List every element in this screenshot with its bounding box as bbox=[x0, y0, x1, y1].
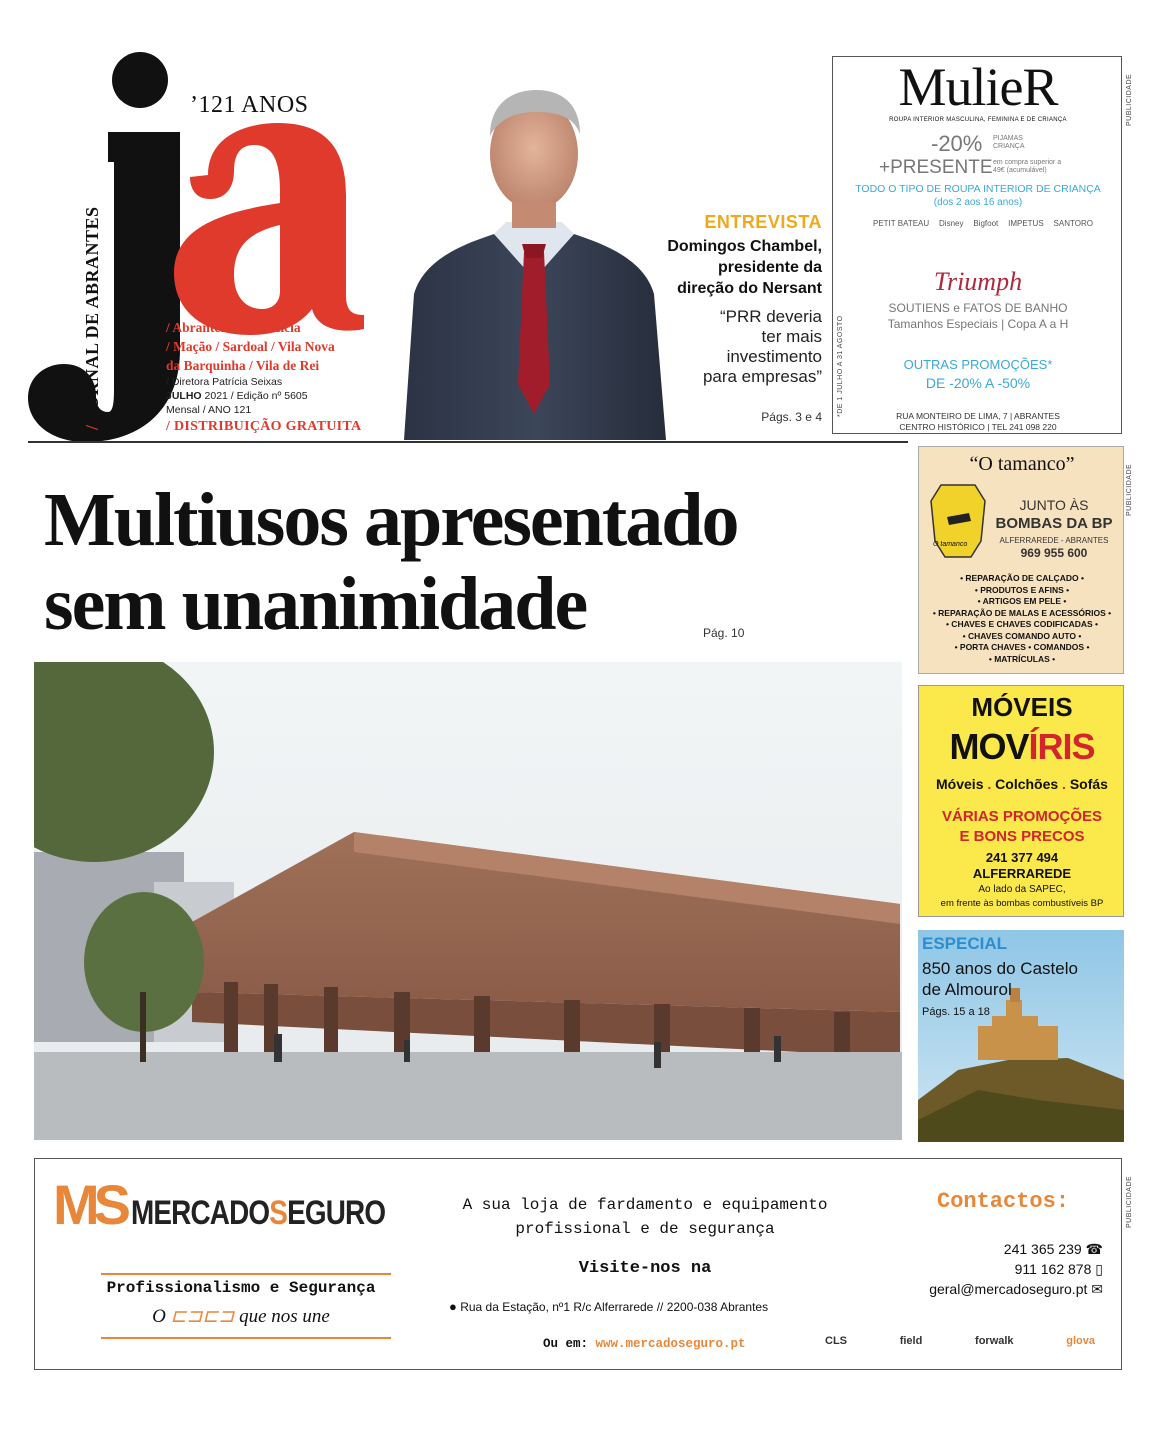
tamanco-logo-icon bbox=[927, 481, 989, 561]
ms-online[interactable]: Ou em: www.mercadoseguro.pt bbox=[543, 1337, 746, 1351]
ms-description: A sua loja de fardamento e equipamento profissional e de segurança bbox=[462, 1196, 828, 1238]
ms-phone2[interactable]: 911 162 878 ▯ bbox=[1014, 1261, 1103, 1277]
mulier-tagline: ROUPA INTERIOR MASCULINA, FEMININA E DE CRIANÇA bbox=[889, 117, 1067, 123]
special-title: 850 anos do Castelo de Almourol bbox=[922, 959, 1078, 999]
interview-quote: “PRR deveria ter mais investimento para empresas” bbox=[702, 307, 822, 386]
moviris-near1: Ao lado da SAPEC, bbox=[978, 884, 1066, 895]
town-line: da Barquinha / Vila de Rei bbox=[166, 358, 320, 373]
distribution-note: / DISTRIBUIÇÃO GRATUITA bbox=[166, 419, 362, 434]
mulier-brand: MulieR bbox=[898, 57, 1058, 117]
special-pages: Págs. 15 a 18 bbox=[922, 1006, 990, 1018]
interview-name[interactable]: Domingos Chambel, presidente da direção do Nersant bbox=[667, 238, 822, 297]
tamanco-phone: 969 955 600 bbox=[1020, 546, 1088, 560]
multiusos-render-image[interactable] bbox=[34, 662, 902, 1140]
ms-contacts bbox=[895, 1239, 1103, 1299]
ms-logo-name: MERCADOSEGURO bbox=[131, 1194, 386, 1232]
special-feature[interactable] bbox=[918, 930, 1124, 1142]
ms-visit: Visite-nos na bbox=[578, 1259, 712, 1278]
moviris-place: ALFERRAREDE bbox=[972, 866, 1072, 881]
mulier-promo-title: OUTRAS PROMOÇÕES* bbox=[903, 357, 1053, 372]
triumph-line1: SOUTIENS e FATOS DE BANHO bbox=[888, 301, 1068, 315]
tamanco-logo-text: O tamanco bbox=[933, 541, 968, 548]
ms-email[interactable]: geral@mercadoseguro.pt ✉ bbox=[929, 1281, 1103, 1297]
ms-rule bbox=[101, 1273, 391, 1275]
tamanco-bombas: BOMBAS DA BP bbox=[995, 515, 1113, 532]
publicidade-label: PUBLICIDADE bbox=[1126, 73, 1133, 126]
tamanco-ad[interactable] bbox=[918, 446, 1124, 674]
mulier-kids-age: (dos 2 aos 16 anos) bbox=[933, 197, 1023, 208]
ms-logo-mark: MS bbox=[53, 1173, 125, 1236]
towns-list bbox=[166, 318, 376, 375]
mulier-gift-note: em compra superior a 49€ (acumulável) bbox=[993, 159, 1062, 174]
ms-rule bbox=[101, 1337, 391, 1339]
moviris-promo1: VÁRIAS PROMOÇÕES bbox=[941, 808, 1103, 825]
mercadoseguro-ad[interactable] bbox=[34, 1158, 1122, 1370]
moviris-title: MÓVEIS bbox=[971, 692, 1073, 722]
tamanco-services: • REPARAÇÃO DE CALÇADO • • PRODUTOS E AFINS • • ARTIGOS EM PELE • • REPARAÇÃO DE MALAS E ACESSÓRIOS • • CHAVES E CHAVES CODIFICADAS • • CHAVES COMANDO AUTO • • PORTA CHAVES • COMANDOS • • MATRÍCULAS • bbox=[932, 573, 1112, 664]
moviris-phone: 241 377 494 bbox=[985, 850, 1059, 865]
ms-slogan2: O ⊏⊐⊏⊐ que nos une bbox=[152, 1306, 330, 1327]
frequency: Mensal / ANO 121 bbox=[166, 404, 252, 416]
logo-a bbox=[168, 115, 368, 335]
mulier-address: RUA MONTEIRO DE LIMA, 7 | ABRANTES bbox=[896, 411, 1060, 421]
mulier-discount: -20% bbox=[931, 131, 983, 156]
mulier-side-note: *DE 1 JULHO A 31 AGOSTO bbox=[837, 315, 844, 417]
moviris-products: Móveis . Colchões . Sofás bbox=[936, 776, 1108, 792]
tamanco-location: ALFERRAREDE - ABRANTES bbox=[999, 536, 1109, 545]
ms-slogan1: Profissionalismo e Segurança bbox=[106, 1279, 376, 1297]
special-kicker: ESPECIAL bbox=[922, 934, 1008, 953]
edition: JULHO 2021 / Edição nº 5605 bbox=[166, 390, 308, 402]
years-badge: ’121 ANOS bbox=[190, 92, 309, 118]
ms-phone1[interactable]: 241 365 239 ☎ bbox=[1003, 1241, 1103, 1257]
mulier-brands: PETIT BATEAU Disney Bigfoot IMPETUS SANTORO bbox=[873, 219, 1093, 228]
moviris-near2: em frente às bombas combustíveis BP bbox=[940, 898, 1104, 909]
email-icon: ✉ bbox=[1091, 1281, 1103, 1297]
vertical-title: / JORNAL DE ABRANTES bbox=[82, 206, 102, 430]
mulier-discount-note: PIJAMAS CRIANÇA bbox=[993, 135, 1025, 150]
mulier-address2: CENTRO HISTÓRICO | TEL 241 098 220 bbox=[899, 422, 1057, 432]
moviris-ad[interactable] bbox=[918, 685, 1124, 917]
mulier-ad[interactable] bbox=[832, 56, 1122, 434]
triumph-line2: Tamanhos Especiais | Copa A a H bbox=[887, 317, 1069, 331]
ms-contacts-title: Contactos: bbox=[937, 1189, 1070, 1214]
tamanco-title: “O tamanco” bbox=[969, 453, 1075, 475]
section-divider bbox=[28, 441, 908, 443]
town-line: / Abrantes / Constância bbox=[166, 320, 301, 335]
moviris-promo2: E BONS PRECOS bbox=[959, 828, 1085, 845]
main-headline[interactable]: Multiusos apresentado sem unanimidade bbox=[44, 478, 738, 646]
town-line: / Mação / Sardoal / Vila Nova bbox=[166, 339, 335, 354]
mulier-gift: +PRESENTE bbox=[879, 157, 993, 178]
tamanco-junto: JUNTO ÀS bbox=[1019, 497, 1089, 513]
mulier-kids-line: TODO O TIPO DE ROUPA INTERIOR DE CRIANÇA bbox=[855, 183, 1101, 195]
mobile-icon: ▯ bbox=[1095, 1261, 1103, 1277]
director: / Diretora Patrícia Seixas bbox=[166, 376, 283, 388]
headline-page-ref: Pág. 10 bbox=[703, 626, 745, 640]
moviris-brand: MOVÍRIS bbox=[949, 726, 1095, 767]
publicidade-label: PUBLICIDADE bbox=[1126, 463, 1133, 516]
triumph-logo: Triumph bbox=[933, 267, 1023, 296]
interview-pages: Págs. 3 e 4 bbox=[761, 410, 822, 424]
ms-partners: CLS field forwalk glova bbox=[825, 1335, 1095, 1347]
ms-address: ● Rua da Estação, nº1 R/c Alferrarede // 2200-038 Abrantes bbox=[449, 1299, 769, 1314]
interview-kicker: ENTREVISTA bbox=[704, 212, 822, 232]
mulier-promo-range: DE -20% A -50% bbox=[925, 375, 1031, 391]
phone-icon: ☎ bbox=[1085, 1241, 1103, 1257]
publicidade-label: PUBLICIDADE bbox=[1126, 1175, 1133, 1228]
